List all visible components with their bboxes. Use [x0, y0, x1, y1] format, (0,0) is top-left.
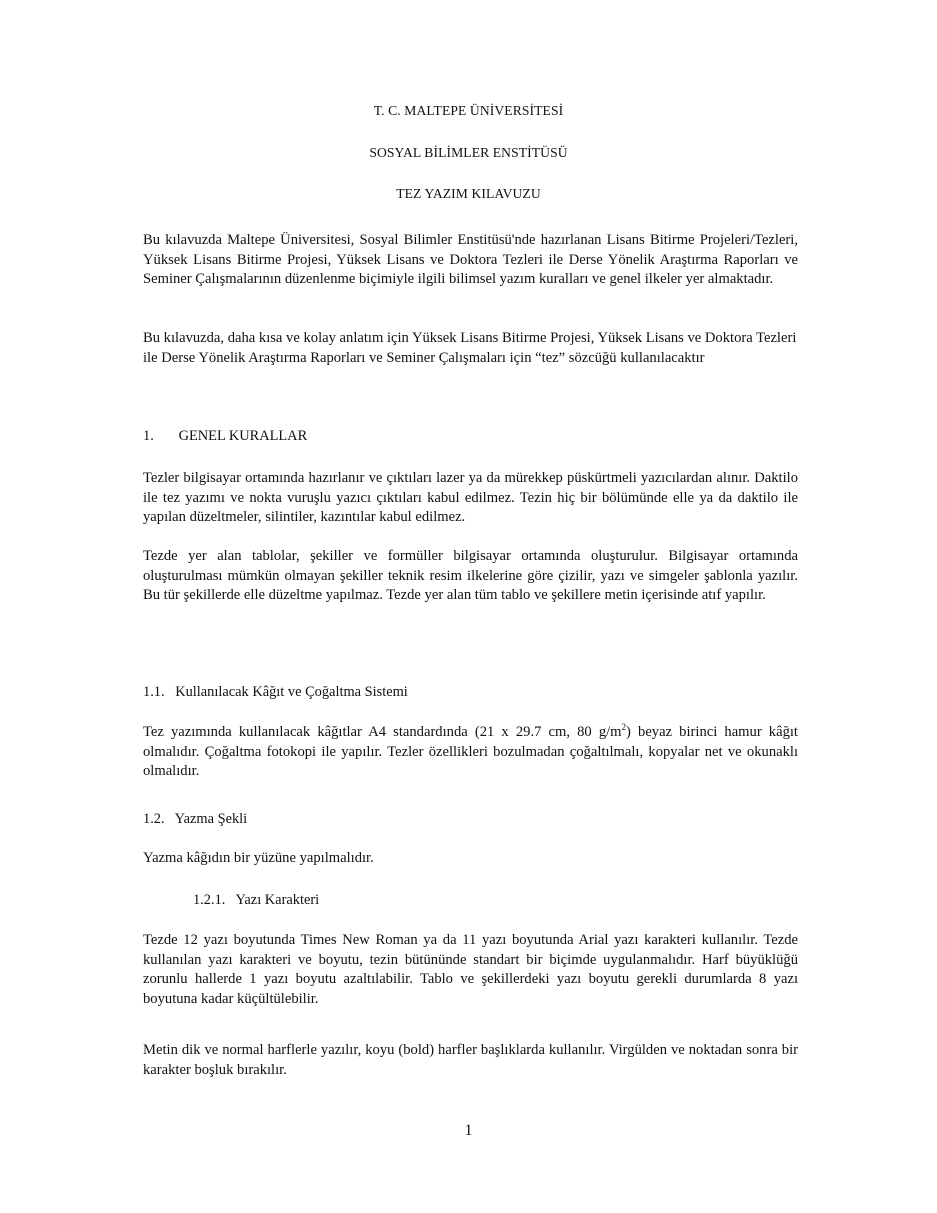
intro-paragraph-2: Bu kılavuzda, daha kısa ve kolay anlatım için Yüksek Lisans Bitirme Projesi, Yüksek Lisans ve Doktora Tezleri ile Derse Yönelik Araştırma Raporları ve Seminer Çalışmaları için “tez” sözcüğü kullanılacaktır — [143, 330, 797, 366]
section-1-2-heading — [143, 810, 247, 830]
section-1-2-1-title: Yazı Karakteri — [235, 892, 320, 908]
institute-title: SOSYAL BİLİMLER ENSTİTÜSÜ — [369, 145, 568, 160]
intro-paragraph-1: Bu kılavuzda Maltepe Üniversitesi, Sosyal Bilimler Enstitüsü'nde hazırlanan Lisans Bitirme Projeleri/Tezleri, Yüksek Lisans Bitirme Projesi, Yüksek Lisans ve Doktora Tezleri ile Derse Yönelik Araştırma Raporları ve Seminer Çalışmalarının düzenlenme biçimiyle ilgili bilimsel yazım kuralları ve genel ilkeler yer almaktadır. — [143, 232, 798, 287]
section-1-2-1-number: 1.2.1. — [193, 892, 226, 908]
section-1-1-paragraph — [143, 723, 798, 782]
section-1-1-heading — [143, 683, 408, 703]
paper-spec-text-continued: ) beyaz birinci hamur kâğıt olmalıdır. Çoğaltma fotokopi ile yapılır. Tezler özellikleri bozulmadan çoğaltılmalı, kopyalar net ve okunaklı olmalıdır. — [143, 724, 798, 779]
paper-spec-text: Tez yazımında kullanılacak kâğıtlar A4 standardında (21 x 29.7 cm, 80 g/m — [143, 724, 622, 740]
section-1-heading — [143, 427, 307, 447]
section-1-title: GENEL KURALLAR — [178, 428, 308, 444]
section-1-2-title: Yazma Şekli — [174, 811, 248, 827]
section-1-paragraph-1: Tezler bilgisayar ortamında hazırlanır ve çıktıları lazer ya da mürekkep püskürtmeli yazıcılardan alınır. Daktilo ile tez yazımı ve nokta vuruşlu yazıcı çıktıları kabul edilmez. Tezin hiç bir bölümünde elle ya da daktilo ile yapılan düzeltmeler, silintiler, kazıntılar kabul edilmez. — [143, 470, 798, 525]
section-1-2-1-paragraph-1: Tezde 12 yazı boyutunda Times New Roman ya da 11 yazı boyutunda Arial yazı karakteri kullanılır. Tezde kullanılan yazı karakteri ve boyutu, tezin bütününde standart bir biçimde uygulanmalıdır. Harf büyüklüğü zorunlu hallerde 1 yazı boyutu azaltılabilir. Tablo ve şekillerdeki yazı boyutu gerekli durumlarda 8 yazı boyutuna kadar küçültülebilir. — [143, 932, 798, 1007]
section-1-1-number: 1.1. — [143, 684, 165, 700]
university-title: T. C. MALTEPE ÜNİVERSİTESİ — [373, 103, 564, 118]
section-1-2-number: 1.2. — [143, 811, 165, 827]
section-1-2-paragraph: Yazma kâğıdın bir yüzüne yapılmalıdır. — [143, 850, 374, 866]
section-1-1-title: Kullanılacak Kâğıt ve Çoğaltma Sistemi — [175, 684, 408, 700]
section-1-paragraph-2: Tezde yer alan tablolar, şekiller ve formüller bilgisayar ortamında oluşturulur. Bilgisayar ortamında oluşturulması mümkün olmayan şekiller teknik resim ilkelerine göre çizilir, yazı ve simgeler şablonla yazılır. Bu tür şekillerde elle düzeltme yapılmaz. Tezde yer alan tüm tablo ve şekillere metin içerisinde atıf yapılır. — [143, 548, 798, 603]
section-1-number: 1. — [143, 428, 154, 444]
section-1-2-1-paragraph-2: Metin dik ve normal harflerle yazılır, koyu (bold) harfler başlıklarda kullanılır. Virgülden ve noktadan sonra bir karakter boşluk bırakılır. — [143, 1042, 798, 1078]
superscript-2: 2 — [621, 722, 627, 732]
page-number: 1 — [464, 1122, 473, 1139]
guide-title: TEZ YAZIM KILAVUZU — [396, 186, 541, 201]
section-1-2-1-heading — [193, 891, 319, 911]
